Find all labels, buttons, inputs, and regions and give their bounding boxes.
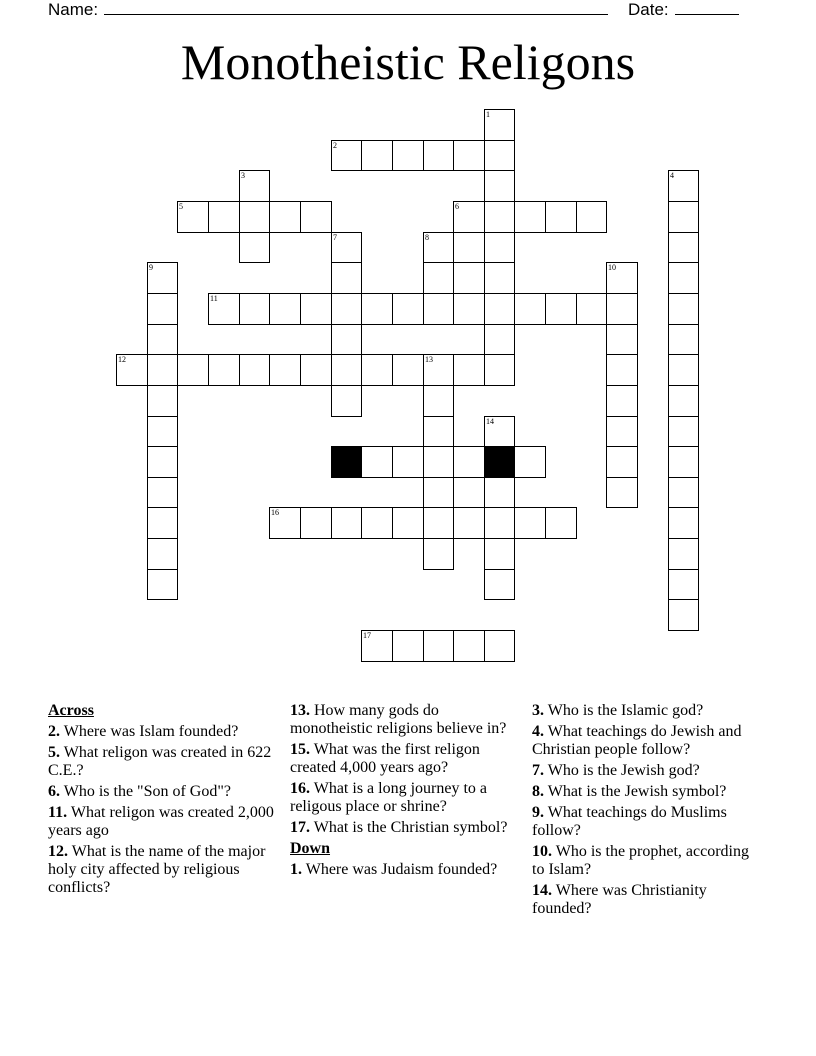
crossword-cell[interactable] xyxy=(331,262,362,294)
crossword-cell[interactable] xyxy=(147,446,178,478)
clue xyxy=(532,783,764,801)
crossword-cell[interactable] xyxy=(668,599,699,631)
cell-number: 10 xyxy=(608,263,616,272)
clue-number: 6. xyxy=(48,783,60,800)
crossword-cell[interactable] xyxy=(331,507,362,539)
crossword-cell[interactable] xyxy=(269,507,301,539)
crossword-cell[interactable] xyxy=(514,507,546,539)
clue-number: 16. xyxy=(290,780,310,797)
crossword-cell[interactable] xyxy=(423,262,454,294)
cell-number: 14 xyxy=(486,417,494,426)
crossword-black-cell xyxy=(484,446,515,478)
crossword-cell[interactable] xyxy=(423,507,454,539)
crossword-cell[interactable] xyxy=(147,538,178,570)
crossword-cell[interactable] xyxy=(423,385,454,417)
crossword-cell[interactable] xyxy=(300,293,332,325)
cell-number: 3 xyxy=(241,171,245,180)
cell-number: 8 xyxy=(425,233,429,242)
clue-text: Where was Judaism founded? xyxy=(305,861,498,878)
clue xyxy=(48,843,280,897)
crossword-cell[interactable] xyxy=(484,416,515,447)
crossword-cell[interactable] xyxy=(668,507,699,539)
crossword-cell[interactable] xyxy=(147,293,178,325)
cell-number: 2 xyxy=(333,141,337,150)
crossword-cell[interactable] xyxy=(606,324,638,355)
crossword-cell[interactable] xyxy=(545,201,577,233)
crossword-cell[interactable] xyxy=(668,477,699,508)
crossword-cell[interactable] xyxy=(361,630,393,662)
crossword-cell[interactable] xyxy=(239,293,270,325)
crossword-cell[interactable] xyxy=(606,416,638,447)
crossword-cell[interactable] xyxy=(392,140,424,171)
crossword-cell[interactable] xyxy=(208,293,240,325)
crossword-cell[interactable] xyxy=(392,630,424,662)
crossword-cell[interactable] xyxy=(300,354,332,386)
crossword-cell[interactable] xyxy=(606,477,638,508)
crossword-cell[interactable] xyxy=(147,354,178,386)
clue-number: 7. xyxy=(532,762,544,779)
crossword-cell[interactable] xyxy=(453,477,485,508)
clues-column-2 xyxy=(290,702,522,882)
crossword-cell[interactable] xyxy=(453,140,485,171)
clue-text: What is a long journey to a religous place or shrine? xyxy=(290,780,488,815)
crossword-cell[interactable] xyxy=(668,385,699,417)
crossword-cell[interactable] xyxy=(606,446,638,478)
crossword-cell[interactable] xyxy=(576,293,607,325)
crossword-cell[interactable] xyxy=(239,170,270,202)
clue xyxy=(532,882,764,918)
crossword-cell[interactable] xyxy=(453,293,485,325)
clue xyxy=(532,702,764,720)
crossword-cell[interactable] xyxy=(606,262,638,294)
clue-number: 10. xyxy=(532,843,552,860)
crossword-cell[interactable] xyxy=(147,324,178,355)
crossword-cell[interactable] xyxy=(147,385,178,417)
clue-text: What is the Jewish symbol? xyxy=(547,783,727,800)
crossword-cell[interactable] xyxy=(484,477,515,508)
crossword-cell[interactable] xyxy=(668,232,699,263)
clue-text: What religon was created 2,000 years ago xyxy=(48,804,274,839)
crossword-cell[interactable] xyxy=(331,293,362,325)
clue xyxy=(290,861,522,879)
across-heading: Across xyxy=(48,702,94,719)
crossword-cell[interactable] xyxy=(514,293,546,325)
cell-number: 17 xyxy=(363,631,371,640)
crossword-cell[interactable] xyxy=(514,201,546,233)
crossword-cell[interactable] xyxy=(668,262,699,294)
crossword-cell[interactable] xyxy=(453,630,485,662)
crossword-cell[interactable] xyxy=(484,293,515,325)
crossword-cell[interactable] xyxy=(423,416,454,447)
crossword-cell[interactable] xyxy=(453,507,485,539)
crossword-cell[interactable] xyxy=(668,446,699,478)
crossword-cell[interactable] xyxy=(668,354,699,386)
date-label: Date: xyxy=(628,0,669,19)
clue-number: 4. xyxy=(532,723,544,740)
crossword-cell[interactable] xyxy=(147,262,178,294)
clue xyxy=(290,780,522,816)
crossword-cell[interactable] xyxy=(484,262,515,294)
crossword-cell[interactable] xyxy=(392,507,424,539)
clue xyxy=(532,843,764,879)
cell-number: 7 xyxy=(333,233,337,242)
cell-number: 12 xyxy=(118,355,126,364)
clue xyxy=(290,741,522,777)
cell-number: 9 xyxy=(149,263,153,272)
clues-column-3 xyxy=(532,702,764,921)
crossword-cell[interactable] xyxy=(668,170,699,202)
clue-number: 3. xyxy=(532,702,544,719)
crossword-cell[interactable] xyxy=(361,507,393,539)
crossword-cell[interactable] xyxy=(453,262,485,294)
crossword-cell[interactable] xyxy=(484,109,515,141)
clue-text: What religon was created in 622 C.E.? xyxy=(48,744,272,779)
crossword-cell[interactable] xyxy=(361,293,393,325)
clue-text: What is the name of the major holy city affected by religious conflicts? xyxy=(48,843,266,896)
crossword-cell[interactable] xyxy=(300,201,332,233)
cell-number: 13 xyxy=(425,355,433,364)
crossword-cell[interactable] xyxy=(484,201,515,233)
clue xyxy=(290,702,522,738)
crossword-cell[interactable] xyxy=(668,416,699,447)
crossword-cell[interactable] xyxy=(116,354,148,386)
crossword-cell[interactable] xyxy=(484,324,515,355)
crossword-cell[interactable] xyxy=(239,232,270,263)
crossword-cell[interactable] xyxy=(300,507,332,539)
crossword-cell[interactable] xyxy=(392,446,424,478)
clue-number: 11. xyxy=(48,804,68,821)
clue-number: 17. xyxy=(290,819,310,836)
crossword-cell[interactable] xyxy=(423,140,454,171)
crossword-cell[interactable] xyxy=(361,354,393,386)
crossword-cell[interactable] xyxy=(423,477,454,508)
crossword-cell[interactable] xyxy=(331,232,362,263)
crossword-cell[interactable] xyxy=(668,569,699,600)
crossword-cell[interactable] xyxy=(484,140,515,171)
clue-text: Where was Islam founded? xyxy=(63,723,239,740)
crossword-cell[interactable] xyxy=(269,354,301,386)
clue xyxy=(48,804,280,840)
crossword-cell[interactable] xyxy=(331,354,362,386)
cell-number: 15 xyxy=(333,447,341,456)
crossword-cell[interactable] xyxy=(147,477,178,508)
crossword-black-cell xyxy=(331,446,362,478)
crossword-cell[interactable] xyxy=(606,385,638,417)
clue-text: What was the first religon created 4,000 years ago? xyxy=(290,741,480,776)
clue-text: Who is the Jewish god? xyxy=(547,762,700,779)
clue xyxy=(532,723,764,759)
crossword-cell[interactable] xyxy=(269,201,301,233)
clue-number: 1. xyxy=(290,861,302,878)
crossword-cell[interactable] xyxy=(453,446,485,478)
clues-column-1 xyxy=(48,702,280,900)
crossword-cell[interactable] xyxy=(423,293,454,325)
cell-number: 11 xyxy=(210,294,218,303)
crossword-cell[interactable] xyxy=(392,354,424,386)
clue xyxy=(48,783,280,801)
clue xyxy=(48,723,280,741)
crossword-cell[interactable] xyxy=(668,324,699,355)
clue-text: Who is the prophet, according to Islam? xyxy=(532,843,749,878)
crossword-cell[interactable] xyxy=(392,293,424,325)
clue-number: 2. xyxy=(48,723,60,740)
crossword-cell[interactable] xyxy=(606,293,638,325)
crossword-cell[interactable] xyxy=(514,446,546,478)
crossword-cell[interactable] xyxy=(361,446,393,478)
clue-text: Who is the Islamic god? xyxy=(547,702,704,719)
clue-number: 5. xyxy=(48,744,60,761)
clue-number: 14. xyxy=(532,882,552,899)
crossword-cell[interactable] xyxy=(423,538,454,570)
crossword-cell[interactable] xyxy=(484,507,515,539)
crossword-cell[interactable] xyxy=(423,630,454,662)
clue xyxy=(48,744,280,780)
cell-number: 5 xyxy=(179,202,183,211)
crossword-cell[interactable] xyxy=(423,354,454,386)
clue-text: What teachings do Jewish and Christian people follow? xyxy=(532,723,742,758)
clue xyxy=(532,804,764,840)
crossword-cell[interactable] xyxy=(331,324,362,355)
clue-number: 13. xyxy=(290,702,310,719)
crossword-cell[interactable] xyxy=(239,354,270,386)
puzzle-title: Monotheistic Religons xyxy=(180,34,636,90)
cell-number: 4 xyxy=(670,171,674,180)
crossword-cell[interactable] xyxy=(484,630,515,662)
down-heading: Down xyxy=(290,840,331,857)
clue-text: What teachings do Muslims follow? xyxy=(532,804,727,839)
crossword-cell[interactable] xyxy=(576,201,607,233)
clue-number: 12. xyxy=(48,843,68,860)
crossword-cell[interactable] xyxy=(331,385,362,417)
crossword-cell[interactable] xyxy=(177,201,209,233)
crossword-cell[interactable] xyxy=(147,416,178,447)
cell-number: 6 xyxy=(455,202,459,211)
cell-number: 16 xyxy=(271,508,279,517)
crossword-cell[interactable] xyxy=(606,354,638,386)
crossword-cell[interactable] xyxy=(208,354,240,386)
crossword-cell[interactable] xyxy=(484,354,515,386)
crossword-cell[interactable] xyxy=(361,140,393,171)
crossword-cell[interactable] xyxy=(453,201,485,233)
crossword-cell[interactable] xyxy=(484,538,515,570)
crossword-cell[interactable] xyxy=(269,293,301,325)
clue-number: 8. xyxy=(532,783,544,800)
crossword-cell[interactable] xyxy=(331,140,362,171)
clue-text: Where was Christianity founded? xyxy=(532,882,707,917)
crossword-cell[interactable] xyxy=(423,232,454,263)
clue-text: What is the Christian symbol? xyxy=(313,819,508,836)
crossword-cell[interactable] xyxy=(668,293,699,325)
clue-number: 9. xyxy=(532,804,544,821)
clue-text: How many gods do monotheistic religions believe in? xyxy=(290,702,507,737)
crossword-cell[interactable] xyxy=(668,538,699,570)
name-label: Name: xyxy=(48,0,99,19)
crossword-cell[interactable] xyxy=(147,569,178,600)
cell-number: 1 xyxy=(486,110,490,119)
crossword-cell[interactable] xyxy=(484,232,515,263)
crossword-cell[interactable] xyxy=(423,446,454,478)
crossword-cell[interactable] xyxy=(484,569,515,600)
crossword-cell[interactable] xyxy=(239,201,270,233)
crossword-cell[interactable] xyxy=(668,201,699,233)
crossword-cell[interactable] xyxy=(545,293,577,325)
clue xyxy=(290,819,522,837)
clue-text: Who is the "Son of God"? xyxy=(63,783,231,800)
crossword-cell[interactable] xyxy=(484,170,515,202)
crossword-cell[interactable] xyxy=(177,354,209,386)
clue xyxy=(532,762,764,780)
crossword-cell[interactable] xyxy=(147,507,178,539)
clue-number: 15. xyxy=(290,741,310,758)
crossword-cell[interactable] xyxy=(545,507,577,539)
crossword-cell[interactable] xyxy=(208,201,240,233)
crossword-cell[interactable] xyxy=(453,354,485,386)
